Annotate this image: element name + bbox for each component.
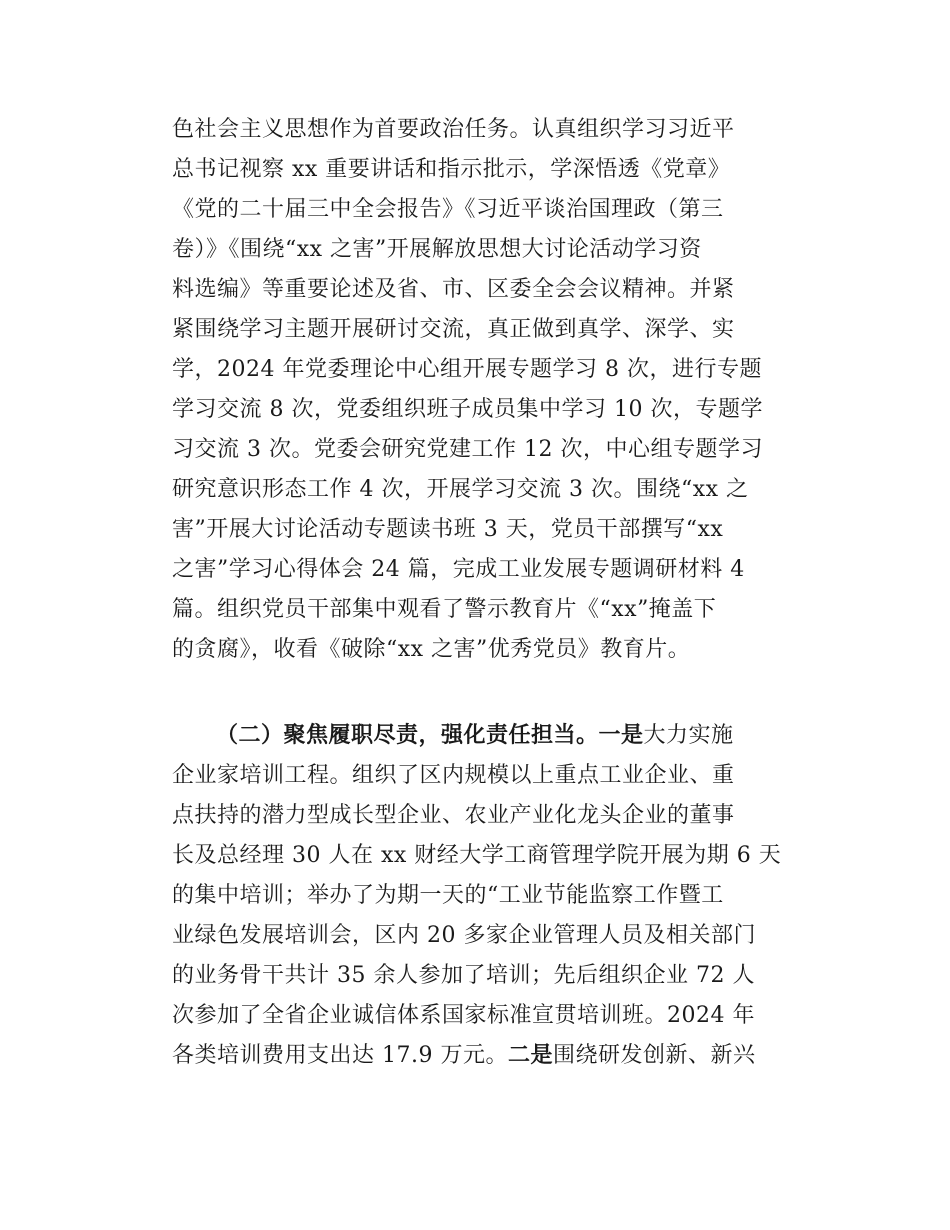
paragraph-2-last-line-start: 各类培训费用支出达 17.9 万元。 bbox=[172, 1043, 508, 1068]
paragraph-1-line: 学，2024 年党委理论中心组开展专题学习 8 次，进行专题 bbox=[172, 357, 762, 382]
paragraph-1-line: 的贪腐》，收看《破除“xx 之害”优秀党员》教育片。 bbox=[172, 637, 691, 662]
point-marker-first: 一是 bbox=[598, 723, 644, 748]
paragraph-1-line: 《党的二十届三中全会报告》《习近平谈治国理政（第三 bbox=[172, 197, 724, 222]
paragraph-1-line: 习交流 3 次。党委会研究党建工作 12 次，中心组专题学习 bbox=[172, 437, 763, 462]
paragraph-2-line: 长及总经理 30 人在 xx 财经大学工商管理学院开展为期 6 天 bbox=[172, 843, 782, 868]
paragraph-2-line: 业绿色发展培训会，区内 20 多家企业管理人员及相关部门 bbox=[172, 923, 756, 948]
paragraph-1-line: 研究意识形态工作 4 次，开展学习交流 3 次。围绕“xx 之 bbox=[172, 477, 749, 502]
point-marker-second: 二是 bbox=[507, 1043, 553, 1068]
section-heading: （二）聚焦履职尽责，强化责任担当。 bbox=[216, 723, 599, 748]
paragraph-2-first-line bbox=[216, 716, 734, 756]
paragraph-1-line: 害”开展大讨论活动专题读书班 3 天，党员干部撰写“xx bbox=[172, 517, 724, 542]
paragraph-2-line: 的集中培训；举办了为期一天的“工业节能监察工作暨工 bbox=[172, 883, 724, 908]
paragraph-1-line: 紧围绕学习主题开展研讨交流，真正做到真学、深学、实 bbox=[172, 317, 735, 342]
paragraph-2-last-line-end: 围绕研发创新、新兴 bbox=[553, 1043, 756, 1068]
paragraph-1-line: 总书记视察 xx 重要讲话和指示批示，学深悟透《党章》 bbox=[172, 157, 731, 182]
paragraph-1-line: 卷）》《围绕“xx 之害”开展解放思想大讨论活动学习资 bbox=[172, 237, 702, 262]
paragraph-1-line: 之害”学习心得体会 24 篇，完成工业发展专题调研材料 4 bbox=[172, 557, 745, 582]
paragraph-2-first-line-text: 大力实施 bbox=[643, 723, 734, 748]
paragraph-2-line: 的业务骨干共计 35 余人参加了培训；先后组织企业 72 人 bbox=[172, 963, 755, 988]
paragraph-2-line: 企业家培训工程。组织了区内规模以上重点工业企业、重 bbox=[172, 763, 735, 788]
paragraph-2-line: 次参加了全省企业诚信体系国家标准宣贯培训班。2024 年 bbox=[172, 1003, 755, 1028]
paragraph-1-line: 料选编》等重要论述及省、市、区委全会会议精神。并紧 bbox=[172, 277, 735, 302]
paragraph-2-line: 点扶持的潜力型成长型企业、农业产业化龙头企业的董事 bbox=[172, 803, 735, 828]
paragraph-1-line: 学习交流 8 次，党委组织班子成员集中学习 10 次，专题学 bbox=[172, 397, 763, 422]
paragraph-1-line: 色社会主义思想作为首要政治任务。认真组织学习习近平 bbox=[172, 117, 735, 142]
paragraph-1-line: 篇。组织党员干部集中观看了警示教育片《“xx”掩盖下 bbox=[172, 597, 717, 622]
paragraph-2-last-line bbox=[172, 1036, 756, 1076]
